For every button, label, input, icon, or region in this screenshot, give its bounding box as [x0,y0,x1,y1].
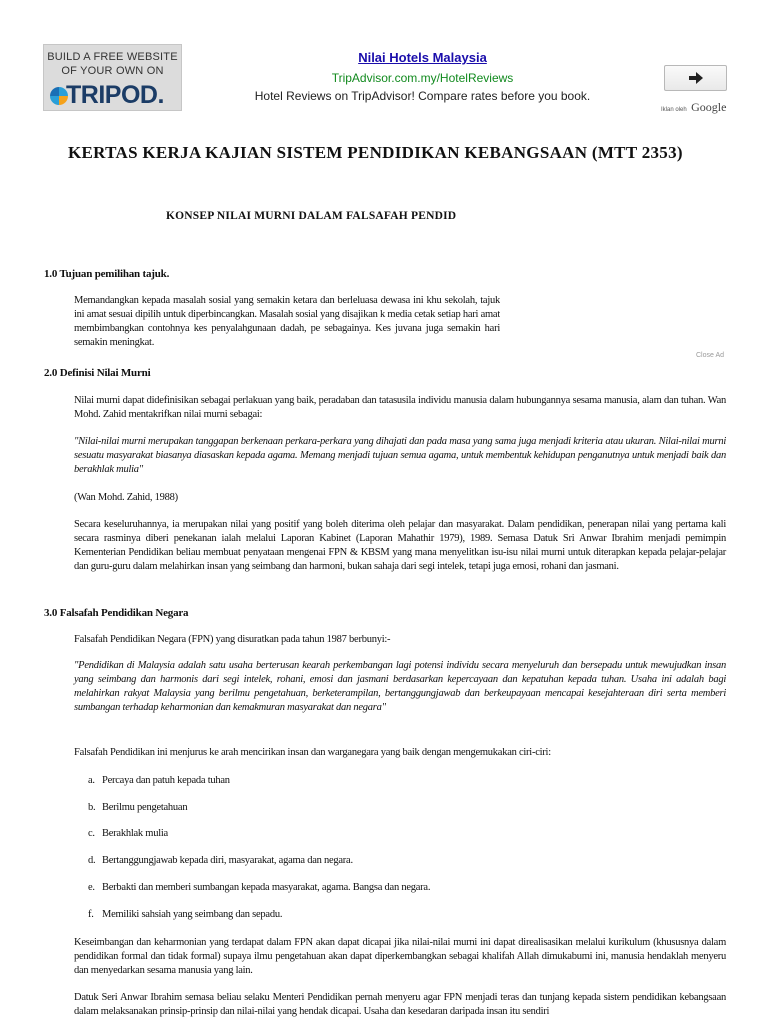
section-2-heading: 2.0 Definisi Nilai Murni [44,367,151,379]
arrow-right-icon [688,72,704,84]
ad-banner [0,0,768,120]
tripod-ad[interactable] [43,44,182,111]
list-item: b. Berilmu pengetahuan [88,802,188,813]
list-item: e. Berbakti dan memberi sumbangan kepada masyarakat, agama. Bangsa dan negara. [88,882,431,893]
section-2-paragraph-1: Nilai murni dapat didefinisikan sebagai perlakuan yang baik, peradaban dan tatasusila individu manusia dalam hubungannya sesama manusia, alam dan tuhan. Wan Mohd. Zahid mentakrifkan nilai murni sebagai: [74,395,726,420]
ad-url-link[interactable]: TripAdvisor.com.my/HotelReviews [331,71,514,85]
list-item: a. Percaya dan patuh kepada tuhan [88,775,230,786]
section-2-quote: "Nilai-nilai murni merupakan tanggapan berkenaan perkara-perkara yang dihajati dan pada masa yang sama juga menjadi kriteria atau ukuran. Nilai-nilai murni sesuatu masyarakat biasanya diasaskan kepada agama. Memang menjadi tujuan semua agama, untuk membentuk kehidupan penganutnya untuk menjadi baik dan berakhlak mulia" [74,436,726,475]
document-subtitle: KONSEP NILAI MURNI DALAM FALSAFAH PENDID [166,210,457,222]
list-item: d. Bertanggungjawab kepada diri, masyarakat, agama dan negara. [88,855,353,866]
list-item: c. Berakhlak mulia [88,828,168,839]
section-2-paragraph-2: Secara keseluruhannya, ia merupakan nilai yang positif yang boleh diterima oleh pelajar dan masyarakat. Dalam pendidikan, penerapan nilai yang pertama kali secara rasminya diberi penekanan ialah melalui Laporan Kabinet (Laporan Mahathir 1979), 1989. Semasa Datuk Sri Anwar Ibrahim menjadi pemimpin Kementerian Pendidikan beliau membuat penyataan mengenai FPN & KBSM yang mana menyelitkan isu-isu nilai murni untuk diterapkan kepada pelajar-pelajar dan guru-guru dalam melahirkan insan yang seimbang dan harmoni, bukan sahaja dari segi intelek, tetapi juga emosi, rohani dan jasmani. [74,519,726,572]
tripod-line-1: BUILD A FREE WEBSITE [47,51,178,63]
section-3-paragraph-4: Datuk Seri Anwar Ibrahim semasa beliau selaku Menteri Pendidikan pernah menyeru agar FPN menjadi teras dan tunjang kepada sistem pendidikan kebangsaan dalam melaksanakan prinsip-prinsip dan nilai-nilai yang hendak dicapai. Usaha dan kesedaran daripada insan itu sendiri [74,992,726,1017]
section-3-paragraph-1: Falsafah Pendidikan Negara (FPN) yang disuratkan pada tahun 1987 berbunyi:- [74,634,391,645]
side-ad-area [500,195,768,365]
ad-go-button[interactable] [664,65,727,91]
ad-choices-by: Iklan oleh [661,107,687,113]
section-3-paragraph-2: Falsafah Pendidikan ini menjurus ke arah mencirikan insan dan warganegara yang baik dengan mengemukakan ciri-ciri: [74,747,551,758]
text-ad [230,50,615,103]
list-item: f. Memiliki sahsiah yang seimbang dan sepadu. [88,909,283,920]
section-3-paragraph-3: Keseimbangan dan keharmonian yang terdapat dalam FPN akan dapat dicapai jika nilai-nilai murni ini dapat direalisasikan melalui kurikulum (khususnya dalam pendidikan formal dan tidak formal) supaya ilmu pengetahuan akan dapat diperkembangkan sebagai khalifah Allah dimukabumi ini, manusia hendaklah menyeru dan menyedarkan sesama manusia yang lain. [74,937,726,976]
tripod-logo [48,82,180,109]
section-2-citation: (Wan Mohd. Zahid, 1988) [74,492,178,503]
close-ad-button[interactable]: Close Ad [696,352,725,359]
tripod-logo-text: TRIPOD. [66,81,164,109]
ad-choices[interactable] [661,98,726,116]
document-title: KERTAS KERJA KAJIAN SISTEM PENDIDIKAN KEBANGSAAN (MTT 2353) [68,143,683,162]
google-logo: Google [691,100,727,114]
tripod-line-2: OF YOUR OWN ON [61,65,164,77]
ad-description: Hotel Reviews on TripAdvisor! Compare rates before you book. [254,89,591,103]
ad-title-link[interactable]: Nilai Hotels Malaysia [358,50,487,65]
section-3-heading: 3.0 Falsafah Pendidikan Negara [44,607,189,619]
section-1-paragraph: Memandangkan kepada masalah sosial yang semakin ketara dan berleluasa dewasa ini khu sekolah, tajuk ini amat sesuai dipilih untuk diperbincangkan. Masalah sosial yang disajikan k media cetak setiap hari amat membimbangkan contohnya kes penyalahgunaan dadah, pe sebagainya. Kes juvana juga semakin hari semakin meningkat. [74,295,500,348]
section-3-quote: "Pendidikan di Malaysia adalah satu usaha berterusan kearah perkembangan lagi potensi individu secara menyeluruh dan bersepadu untuk mewujudkan insan yang seimbang dan harmonis dari segi intelek, rohani, emosi dan jasmani berdasarkan kepercayaan dan kepatuhan kepada tuhan. Usaha ini adalah bagi melahirkan rakyat Malaysia yang berilmu pengetahuan, berketerampilan, bertanggungjawab dan berkeupayaan mencapai kesejahteraan diri serta memberi sumbangan terhadap keharmonian dan kemakmuran masyarakat dan negara" [74,660,726,713]
section-1-heading: 1.0 Tujuan pemilihan tajuk. [44,268,170,280]
